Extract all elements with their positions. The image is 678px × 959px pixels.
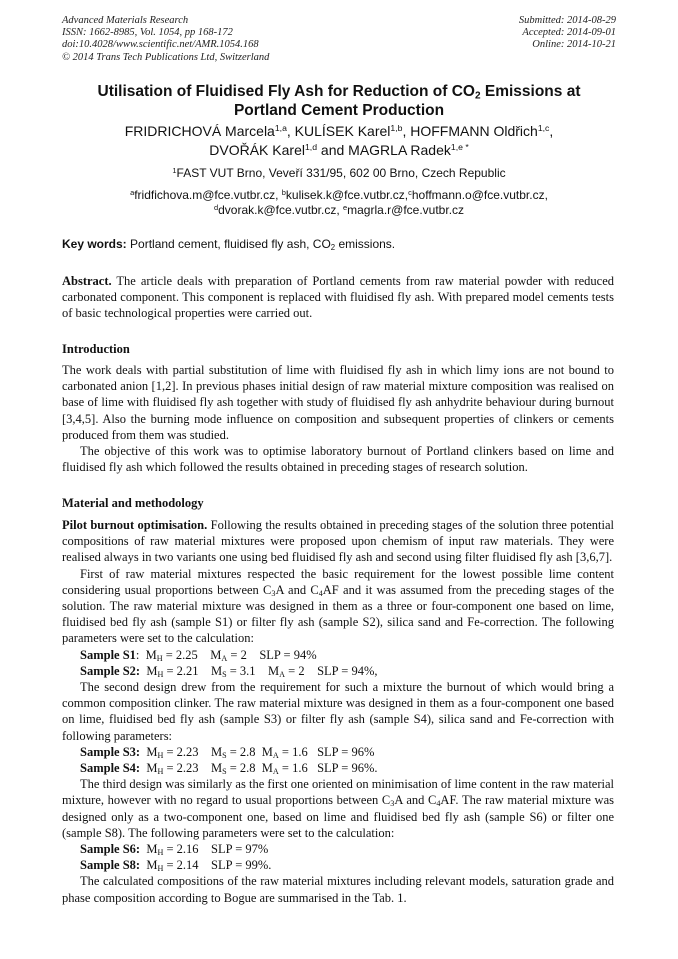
issn-line: ISSN: 1662-8985, Vol. 1054, pp 168-172 bbox=[62, 27, 233, 39]
journal-name: Advanced Materials Research bbox=[62, 15, 189, 26]
affiliation: $^1$FAST VUT Brno, Veveří 331/95, 602 00 Brno, Czech Republic bbox=[172, 165, 506, 180]
introduction-heading: Introduction bbox=[62, 342, 130, 356]
introduction-body bbox=[62, 362, 614, 475]
sample-s6: Sample S6: $M_H = 2.16$ SLP = 97% bbox=[80, 842, 269, 858]
submitted-date: Submitted: 2014-08-29 bbox=[518, 15, 616, 26]
methods-paragraph-3: The second design drew from the requirement for such a mixture the burnout of which would bring a common composition clinker. The raw material mixture was designed in them as a four-component one based on lime, fluidised bed fly ash (sample S3) or filter fly ash (sample S4), silica sand and Fe-correction with following parameters: bbox=[62, 680, 614, 743]
dates-info bbox=[519, 15, 616, 52]
methods-paragraph-5: The calculated compositions of the raw material mixtures including relevant models, saturation grade and phase composition according to Bogue are summarised in the Tab. 1. bbox=[62, 874, 614, 905]
methods-paragraph-1: Pilot burnout optimisation. Following the results obtained in preceding stages of the solution three potential compositions of raw material mixtures were proposed upon chemism of input raw materials. They were realised always in two variants one using bed fluidised fly ash and second using filter fluidised fly ash [3,6,7]. bbox=[62, 518, 615, 565]
sample-s3: Sample S3: $M_H = 2.23$ $M_S = 2.8$ $M_A = 1.6$ SLP = 96% bbox=[80, 744, 375, 760]
sample-s2: Sample S2: $M_H = 2.21$ $M_S = 3.1$ $M_A = 2$ SLP = 94%, bbox=[80, 663, 378, 679]
sample-s8: Sample S8: $M_H = 2.14$ SLP = 99%. bbox=[80, 858, 272, 874]
intro-paragraph-1: The work deals with partial substitution of lime with fluidised fly ash in which limy ions are not bound to carbonated anion [1,2]. In previous phases initial design of raw material mixture composition was realised on base of lime with fluidised fly ash together with study of fluidised fly ash anhydrite behaviour during burnout [3,4,5]. Also the burning mode influence on composition and subsequent properties of clinkers or cements produced from them was studied. bbox=[62, 363, 614, 442]
methods-body bbox=[62, 517, 614, 906]
intro-paragraph-2: The objective of this work was to optimise laboratory burnout of Portland clinkers based on lime and fluidised fly ash which followed the results obtained in preceding stages of research solution. bbox=[62, 444, 614, 475]
methods-paragraph-2: First of raw material mixtures respected the basic requirement for the lowest possible lime content considering usual proportions between $C_3A$ and $C_4AF$ and it was assumed from the preceding stages of the solution. The raw material mixture was designed in them as a three or four-component one based on lime, fluidised bed fly ash (sample S1) or filter fly ash (sample S2), silica sand and Fe-correction. The following parameters were set to the calculation: bbox=[62, 566, 614, 646]
paper-title: Utilisation of Fluidised Fly Ash for Reduction of $CO_2$ Emissions at Portland Cement Production bbox=[97, 83, 581, 119]
online-date: Online: 2014-10-21 bbox=[532, 39, 616, 51]
sample-s4: Sample S4: $M_H = 2.23$ $M_S = 2.8$ $M_A = 1.6$ SLP = 96%. bbox=[80, 761, 378, 777]
author-emails: $^a$fridfichova.m@fce.vutbr.cz, $^b$kulisek.k@fce.vutbr.cz,$^c$hoffmann.o@fce.vutbr.cz, $^d$dvorak.k@fce.vutbr.cz, $^e$magrla.r@fce.vutbr.cz bbox=[130, 187, 548, 217]
journal-info bbox=[62, 15, 269, 64]
sample-s1: Sample S1: $M_H = 2.25$ $M_A = 2$ SLP = 94% bbox=[80, 647, 317, 663]
copyright-line: © 2014 Trans Tech Publications Ltd, Switzerland bbox=[62, 51, 270, 63]
accepted-date: Accepted: 2014-09-01 bbox=[522, 27, 616, 39]
abstract: Abstract. The article deals with preparation of Portland cements from raw material powder with reduced carbonated component. This component is replaced with fluidised fly ash. With prepared model cements tests of basic technological properties were carried out. bbox=[62, 274, 614, 321]
methods-heading: Material and methodology bbox=[62, 496, 204, 510]
author-list: FRIDRICHOVÁ Marcela$^{1,a}$, KULÍSEK Karel$^{1,b}$, HOFFMANN Oldřich$^{1,c}$, DVOŘÁK Karel$^{1,d}$ and MAGRLA Radek$^{1,e *}$ bbox=[124, 123, 554, 158]
keywords: Key words: Portland cement, fluidised fly ash, $CO_2$ emissions. bbox=[62, 237, 396, 252]
doi-line: doi:10.4028/www.scientific.net/AMR.1054.168 bbox=[62, 39, 259, 51]
methods-paragraph-4: The third design was similarly as the first one oriented on minimisation of lime content in the raw material mixture, however with no regard to usual proportions between $C_3A$ and $C_4AF$. The raw material mixture was designed only as a two-component one, based on lime and fluidised bed fly ash (sample S6) or filter one (sample S8). The following parameters were set to the calculation: bbox=[62, 777, 614, 840]
